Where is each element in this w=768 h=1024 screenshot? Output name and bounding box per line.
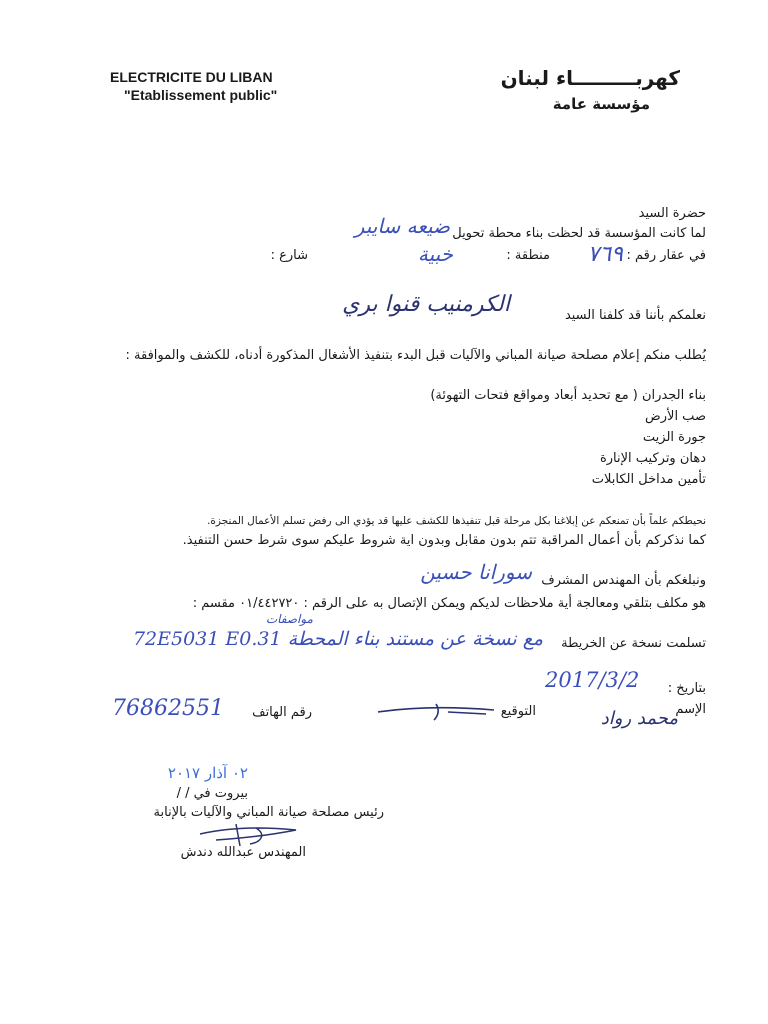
org-name-french: ELECTRICITE DU LIBAN xyxy=(110,69,273,85)
property-number-handwritten: ٧٦٩ xyxy=(587,242,623,267)
phone-handwritten: 76862551 xyxy=(112,696,224,721)
signature-label: التوقيع xyxy=(500,704,536,719)
applicant-signature xyxy=(376,698,504,724)
works-item-3: جورة الزيت xyxy=(642,430,706,445)
engineer-phone-text: هو مكلف بتلقي ومعالجة أية ملاحظات لديكم ويمكن الإتصال به على الرقم : ٠١/٤٤٢٧٢٠ مقسم : xyxy=(192,596,706,611)
engineer-name-handwritten: سورانا حسين xyxy=(420,560,532,584)
street-label: شارع : xyxy=(270,248,308,263)
org-name-arabic: كهربـــــــــاء لبنان xyxy=(500,66,680,90)
map-receipt-handwritten: مع نسخة عن مستند بناء المحطة 72E5031 E0.31 xyxy=(132,628,543,650)
org-type-arabic: مؤسسة عامة xyxy=(552,95,650,113)
phone-label: رقم الهاتف xyxy=(252,705,312,720)
property-label: في عقار رقم : xyxy=(626,248,706,263)
date-handwritten: 2017/3/2 xyxy=(545,668,640,692)
intro-handwritten-station: ضيعه سايبر xyxy=(354,214,450,238)
assignee-handwritten: الكرمنيب قنوا بري xyxy=(342,292,510,317)
map-receipt-text: تسلمت نسخة عن الخريطة xyxy=(561,636,706,651)
region-label: منطقة : xyxy=(506,248,550,263)
stamp-date: ٠٢ آذار ٢٠١٧ xyxy=(167,764,248,782)
notice-line-2: كما نذكركم بأن أعمال المراقبة تتم بدون مقابل وبدون اية شروط عليكم سوى شرط حسن التنفيذ. xyxy=(182,533,706,548)
department-head-title: رئيس مصلحة صيانة المباني والآليات بالإنابة xyxy=(153,805,384,820)
org-type-french: "Etablissement public" xyxy=(124,87,278,103)
request-text: يُطلب منكم إعلام مصلحة صيانة المباني والآليات قبل البدء بتنفيذ الأشغال المذكورة أدناه، للكشف والموافقة : xyxy=(125,348,706,363)
works-item-2: صب الأرض xyxy=(645,409,706,424)
works-item-5: تأمين مداخل الكابلات xyxy=(591,472,706,487)
name-handwritten: محمد رواد xyxy=(600,708,678,729)
name-label: الإسم xyxy=(675,702,706,717)
assignment-text: نعلمكم بأننا قد كلفنا السيد xyxy=(564,308,706,323)
department-head-name: المهندس عبدالله دندش xyxy=(180,845,306,860)
notice-line-1: نحيطكم علماً بأن تمنعكم عن إبلاغنا بكل مرحلة قبل تنفيذها للكشف عليها قد يؤدي الى رفض تسلم الأعمال المنجزة. xyxy=(207,515,706,527)
place-date: بيروت في / / xyxy=(176,786,248,801)
intro-line-1: لما كانت المؤسسة قد لحظت بناء محطة تحويل xyxy=(452,226,706,241)
map-receipt-note-handwritten: مواصفات xyxy=(265,612,313,626)
works-item-1: بناء الجدران ( مع تحديد أبعاد ومواقع فتحات التهوئة) xyxy=(430,388,706,403)
engineer-text: ونبلغكم بأن المهندس المشرف xyxy=(541,573,706,588)
region-handwritten: خبية xyxy=(417,242,453,266)
date-label: بتاريخ : xyxy=(667,681,706,696)
works-item-4: دهان وتركيب الإنارة xyxy=(599,451,706,466)
addressee: حضرة السيد xyxy=(638,206,706,221)
